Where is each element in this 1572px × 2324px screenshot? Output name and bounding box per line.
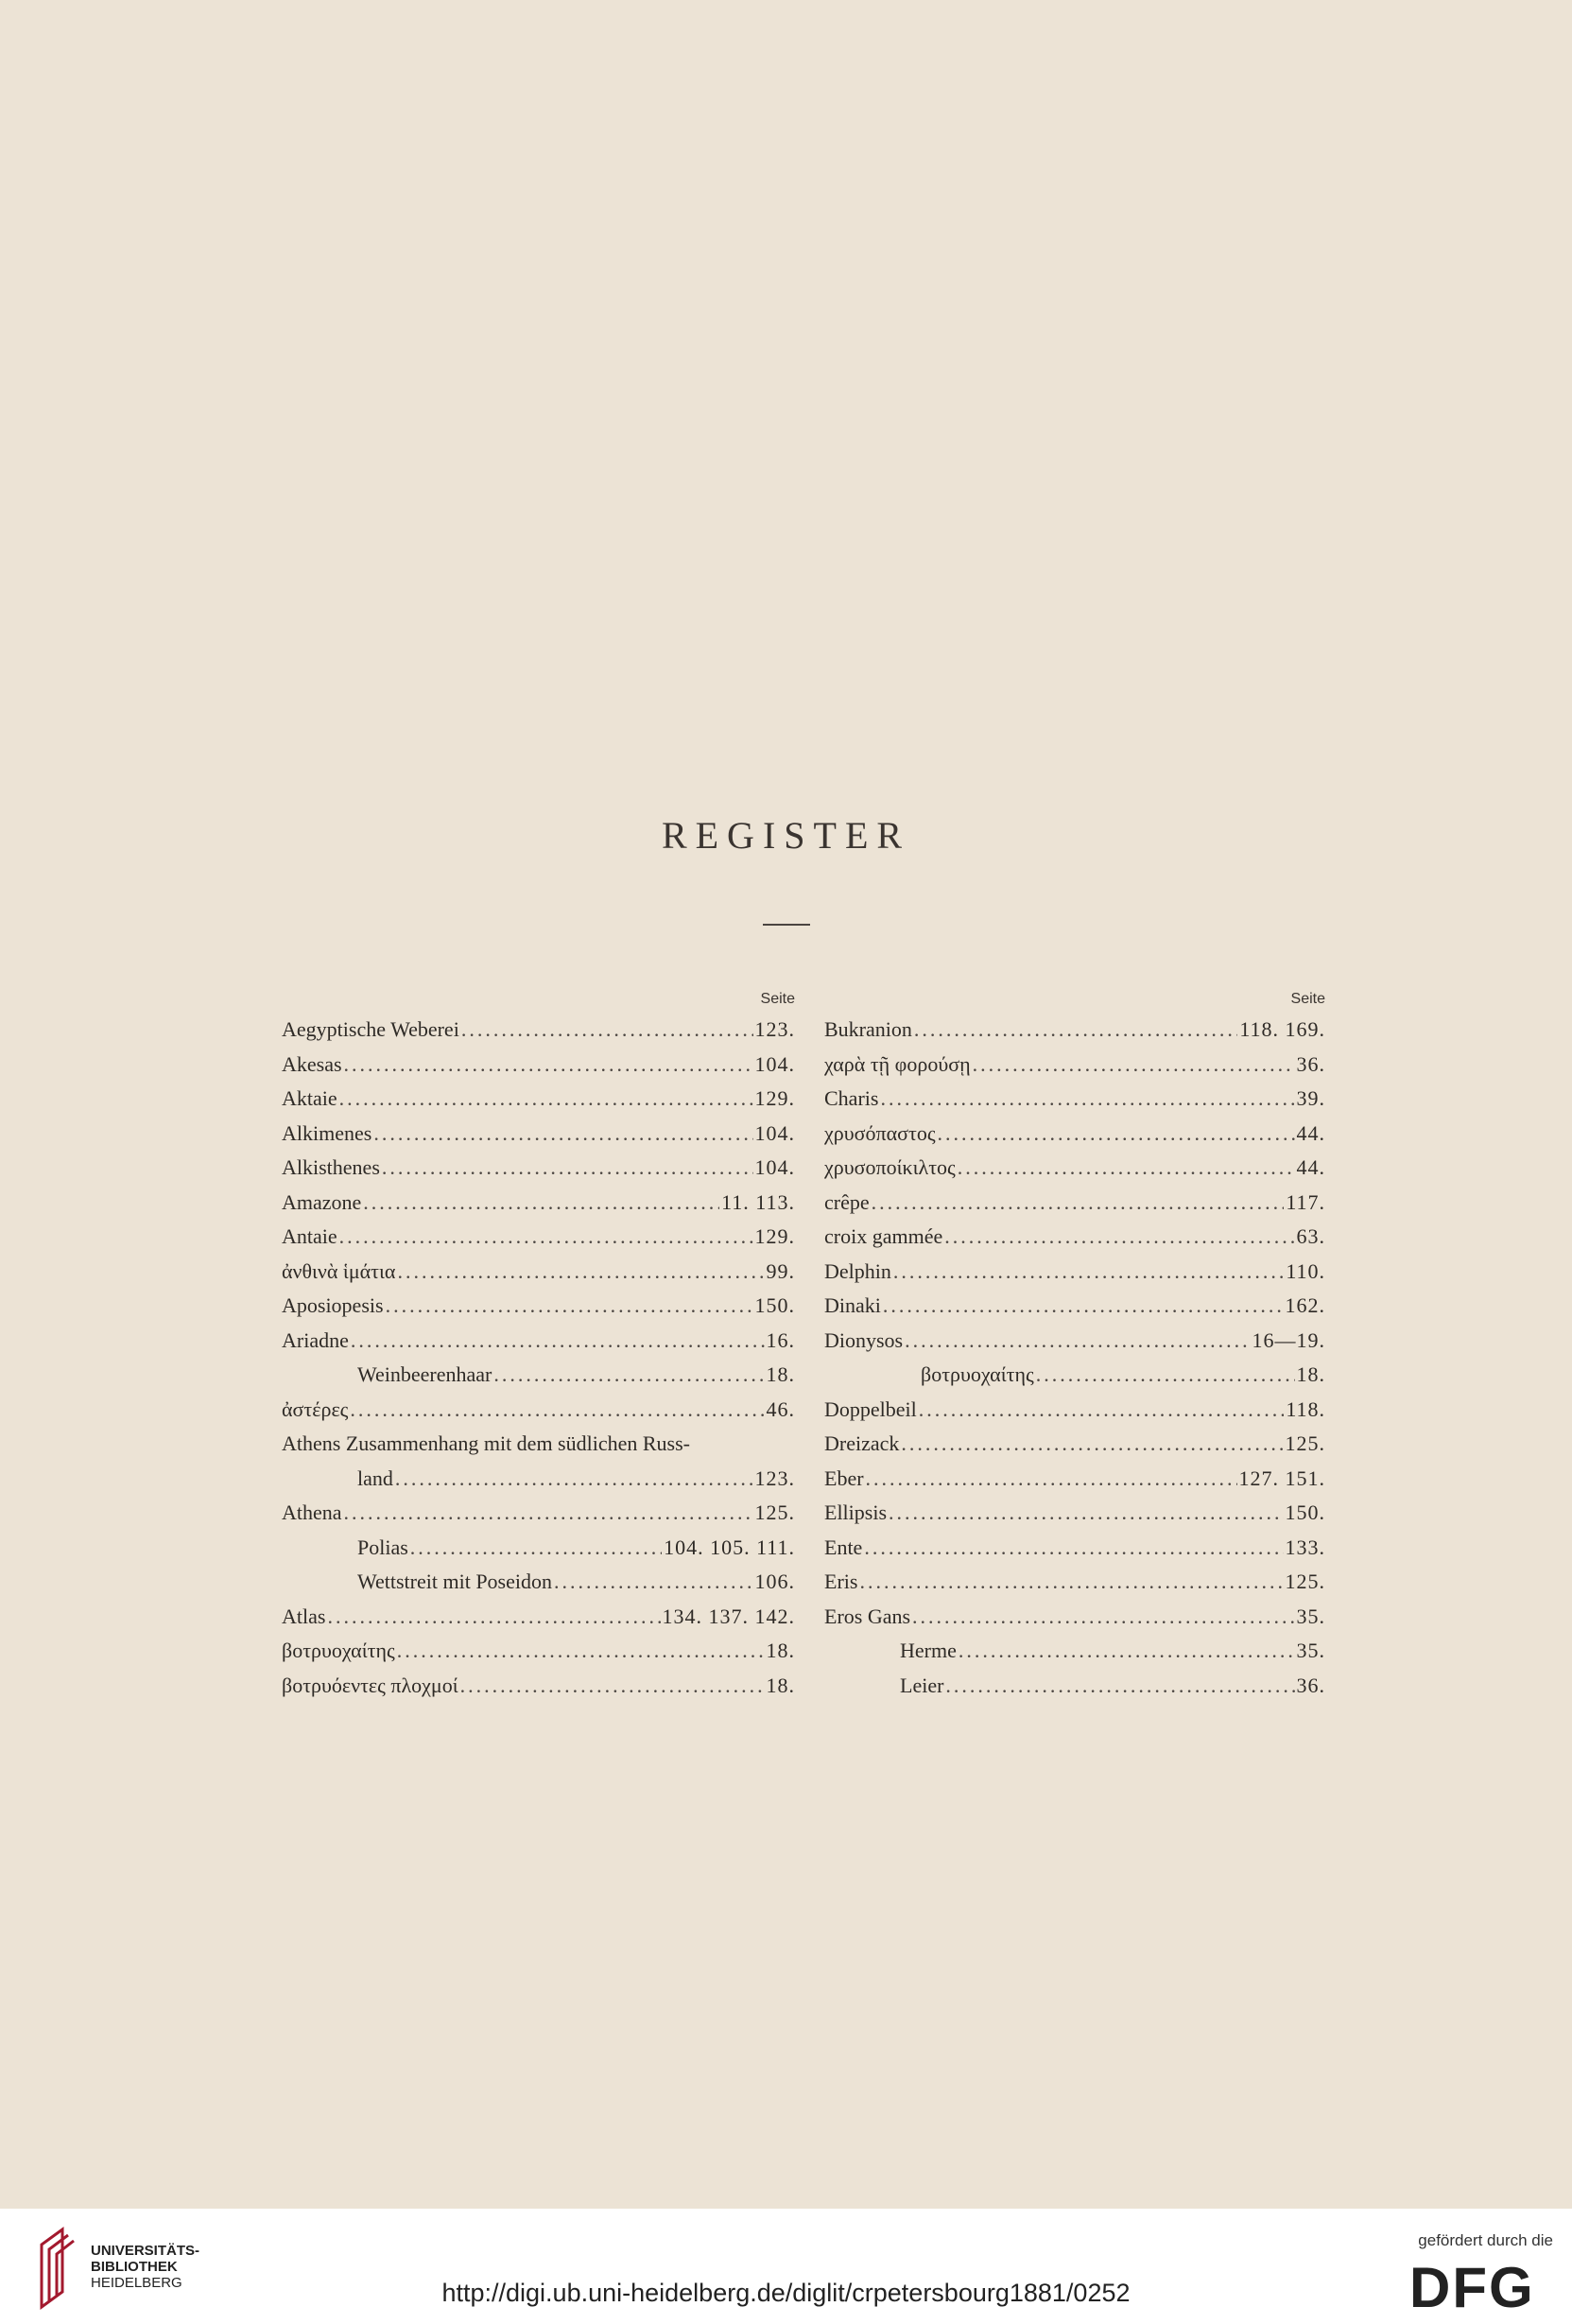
entry-label: Eris	[824, 1570, 858, 1593]
leader-dots	[493, 1358, 764, 1393]
register-entry	[824, 1324, 1325, 1359]
leader-dots	[339, 1220, 753, 1255]
register-entry	[824, 1496, 1325, 1531]
register-column-left	[282, 986, 795, 1703]
register-entry	[824, 1565, 1325, 1600]
entry-label: Amazone	[282, 1189, 362, 1214]
register-entry	[824, 1600, 1325, 1635]
leader-dots	[382, 1151, 753, 1186]
leader-dots	[395, 1462, 753, 1497]
entry-label: Antaie	[282, 1224, 337, 1248]
entry-page-number: 106.	[754, 1570, 795, 1593]
leader-dots	[958, 1151, 1295, 1186]
entry-label: Doppelbeil	[824, 1396, 917, 1421]
entry-page-number: 18.	[766, 1673, 795, 1697]
entry-page-number: 16—19.	[1252, 1327, 1325, 1352]
leader-dots	[864, 1531, 1283, 1566]
entry-page-number: 162.	[1285, 1293, 1325, 1317]
entry-page-number: 46.	[766, 1396, 795, 1421]
leader-dots	[889, 1496, 1283, 1531]
entry-label: Ente	[824, 1535, 863, 1559]
entry-label: Athena	[282, 1500, 342, 1524]
register-entry	[282, 1013, 795, 1048]
entry-page-number: 36.	[1296, 1673, 1325, 1697]
entry-page-number: 16.	[766, 1327, 795, 1352]
entry-page-number: 104.	[754, 1155, 795, 1179]
entry-page-number: 104.	[754, 1051, 795, 1076]
leader-dots	[938, 1117, 1295, 1152]
register-entry	[282, 1117, 795, 1152]
dfg-logo-text: DFG	[1409, 2256, 1535, 2313]
entry-label: ἀνθινὰ ἱμάτια	[282, 1258, 396, 1283]
register-entry	[282, 1186, 795, 1221]
leader-dots	[363, 1186, 719, 1221]
entry-label: Alkisthenes	[282, 1155, 380, 1179]
leader-dots	[901, 1427, 1283, 1462]
entry-page-number: 104.	[754, 1120, 795, 1145]
funded-by-text: gefördert durch die	[1418, 2231, 1553, 2249]
leader-dots	[339, 1082, 753, 1117]
leader-dots	[373, 1117, 752, 1152]
register-entry	[282, 1427, 795, 1462]
leader-dots	[1036, 1358, 1295, 1393]
entry-page-number: 125.	[754, 1500, 795, 1524]
entry-label: land	[357, 1466, 393, 1490]
entry-label: Polias	[357, 1535, 408, 1559]
entry-label: Leier	[900, 1673, 944, 1697]
leader-dots	[397, 1255, 764, 1290]
leader-dots	[461, 1013, 753, 1048]
leader-dots	[410, 1531, 662, 1566]
register-entry	[824, 1082, 1325, 1117]
entry-label: croix gammée	[824, 1224, 943, 1248]
entry-page-number: 150.	[754, 1293, 795, 1317]
dfg-logo-icon[interactable]	[1409, 2256, 1551, 2313]
register-entry	[824, 1013, 1325, 1048]
entry-label: Dinaki	[824, 1293, 881, 1317]
entry-label: Aposiopesis	[282, 1293, 384, 1317]
leader-dots	[351, 1324, 765, 1359]
entry-label: βοτρυοχαίτης	[282, 1639, 395, 1662]
entry-label: Herme	[900, 1639, 957, 1662]
entry-label: Delphin	[824, 1258, 891, 1283]
page-title: REGISTER	[661, 814, 911, 857]
leader-dots	[386, 1289, 753, 1324]
source-url-link[interactable]: http://digi.ub.uni-heidelberg.de/diglit/crpetersbourg1881/0252	[441, 2279, 1131, 2307]
entry-label: Wettstreit mit Poseidon	[357, 1570, 552, 1593]
leader-dots	[859, 1565, 1283, 1600]
leader-dots	[460, 1669, 765, 1704]
leader-dots	[905, 1324, 1250, 1359]
entry-page-number: 63.	[1296, 1224, 1325, 1248]
entry-label: βοτρυοχαίτης	[921, 1362, 1034, 1386]
entry-label: Charis	[824, 1086, 879, 1110]
register-entry	[824, 1669, 1325, 1704]
entry-page-number: 123.	[754, 1466, 795, 1490]
register-entry	[282, 1531, 795, 1566]
entry-page-number: 118. 169.	[1239, 1017, 1325, 1041]
register-entry	[824, 1358, 1325, 1393]
register-entry	[282, 1151, 795, 1186]
register-entry	[282, 1634, 795, 1669]
entry-page-number: 125.	[1285, 1570, 1325, 1593]
entry-page-number: 133.	[1285, 1535, 1325, 1559]
leader-dots	[344, 1496, 753, 1531]
register-entry	[824, 1186, 1325, 1221]
entry-page-number: 44.	[1296, 1120, 1325, 1145]
register-entry	[824, 1462, 1325, 1497]
register-entry	[282, 1600, 795, 1635]
entry-page-number: 123.	[754, 1017, 795, 1041]
leader-dots	[350, 1393, 764, 1428]
register-entry	[824, 1151, 1325, 1186]
leader-dots	[893, 1255, 1284, 1290]
entry-page-number: 129.	[754, 1224, 795, 1248]
leader-dots	[883, 1289, 1284, 1324]
library-line-2: BIBLIOTHEK	[91, 2259, 178, 2275]
leader-dots	[914, 1013, 1237, 1048]
entry-page-number: 104. 105. 111.	[664, 1535, 795, 1559]
entry-label: χρυσοποίκιλτος	[824, 1155, 956, 1179]
entry-label: Dionysos	[824, 1327, 904, 1352]
entry-page-number: 44.	[1296, 1155, 1325, 1179]
entry-label: Dreizack	[824, 1431, 900, 1455]
register-entry	[282, 1462, 795, 1497]
entry-label: Bukranion	[824, 1017, 912, 1041]
entry-page-number: 125.	[1285, 1431, 1325, 1455]
register-entry	[824, 1048, 1325, 1083]
leader-dots	[945, 1669, 1294, 1704]
seite-header-right: Seite	[1290, 991, 1325, 1007]
register-entry	[282, 1048, 795, 1083]
register-entry	[282, 1565, 795, 1600]
register-entry	[824, 1427, 1325, 1462]
entry-page-number: 150.	[1285, 1500, 1325, 1524]
entry-label: χρυσόπαστος	[824, 1120, 936, 1145]
leader-dots	[397, 1634, 765, 1669]
entry-label: Eber	[824, 1466, 864, 1490]
entry-page-number: 118.	[1286, 1396, 1325, 1421]
register-entry	[282, 1289, 795, 1324]
leader-dots	[866, 1462, 1237, 1497]
entry-label: Aegyptische Weberei	[282, 1017, 459, 1041]
register-entry	[282, 1496, 795, 1531]
entry-page-number: 35.	[1296, 1604, 1325, 1628]
library-line-3: HEIDELBERG	[91, 2275, 182, 2291]
entry-page-number: 129.	[754, 1086, 795, 1110]
leader-dots	[327, 1600, 660, 1635]
entry-label: Ellipsis	[824, 1500, 888, 1524]
register-entry	[282, 1082, 795, 1117]
entry-label: βοτρυόεντες πλοχμοί	[282, 1673, 458, 1697]
leader-dots	[959, 1634, 1295, 1669]
entry-label: Aktaie	[282, 1086, 337, 1110]
leader-dots	[554, 1565, 753, 1600]
entry-page-number: 36.	[1296, 1051, 1325, 1076]
entry-label: ἀστέρες	[282, 1396, 349, 1421]
entry-label: Weinbeerenhaar	[357, 1362, 492, 1386]
library-line-1: UNIVERSITÄTS-	[91, 2243, 200, 2259]
entry-page-number: 18.	[766, 1362, 795, 1386]
register-entry	[824, 1393, 1325, 1428]
entry-label: Athens Zusammenhang mit dem südlichen Russ-	[282, 1431, 690, 1455]
entry-label: Atlas	[282, 1604, 326, 1628]
entry-label: χαρὰ τῇ φορούσῃ	[824, 1051, 971, 1076]
entry-label: Ariadne	[282, 1327, 349, 1352]
register-entry	[824, 1634, 1325, 1669]
entry-page-number: 99.	[766, 1258, 795, 1283]
leader-dots	[944, 1220, 1294, 1255]
register-entry	[282, 1255, 795, 1290]
entry-page-number: 134. 137. 142.	[662, 1604, 795, 1628]
register-entry	[824, 1255, 1325, 1290]
entry-page-number: 18.	[1296, 1362, 1325, 1386]
leader-dots	[912, 1600, 1294, 1635]
register-entry	[282, 1358, 795, 1393]
register-entry	[282, 1669, 795, 1704]
entry-page-number: 110.	[1286, 1258, 1325, 1283]
entry-label: Akesas	[282, 1051, 342, 1076]
register-entry	[282, 1393, 795, 1428]
register-entry	[824, 1289, 1325, 1324]
leader-dots	[872, 1186, 1285, 1221]
leader-dots	[973, 1048, 1295, 1083]
entry-label: crêpe	[824, 1189, 870, 1214]
entry-page-number: 39.	[1296, 1086, 1325, 1110]
register-entry	[824, 1117, 1325, 1152]
leader-dots	[880, 1082, 1294, 1117]
entry-page-number: 117.	[1286, 1189, 1325, 1214]
entry-page-number: 35.	[1296, 1639, 1325, 1662]
entry-label: Eros Gans	[824, 1604, 911, 1628]
leader-dots	[919, 1393, 1285, 1428]
entry-label: Alkimenes	[282, 1120, 372, 1145]
entry-page-number: 127. 151.	[1238, 1466, 1325, 1490]
seite-header-left: Seite	[760, 991, 795, 1007]
leader-dots	[344, 1048, 753, 1083]
entry-page-number: 18.	[766, 1639, 795, 1662]
register-entry	[824, 1531, 1325, 1566]
title-rule	[763, 924, 810, 926]
register-column-right	[824, 986, 1325, 1703]
register-entry	[282, 1324, 795, 1359]
entry-page-number: 11. 113.	[721, 1189, 795, 1214]
register-entry	[282, 1220, 795, 1255]
register-entry	[824, 1220, 1325, 1255]
